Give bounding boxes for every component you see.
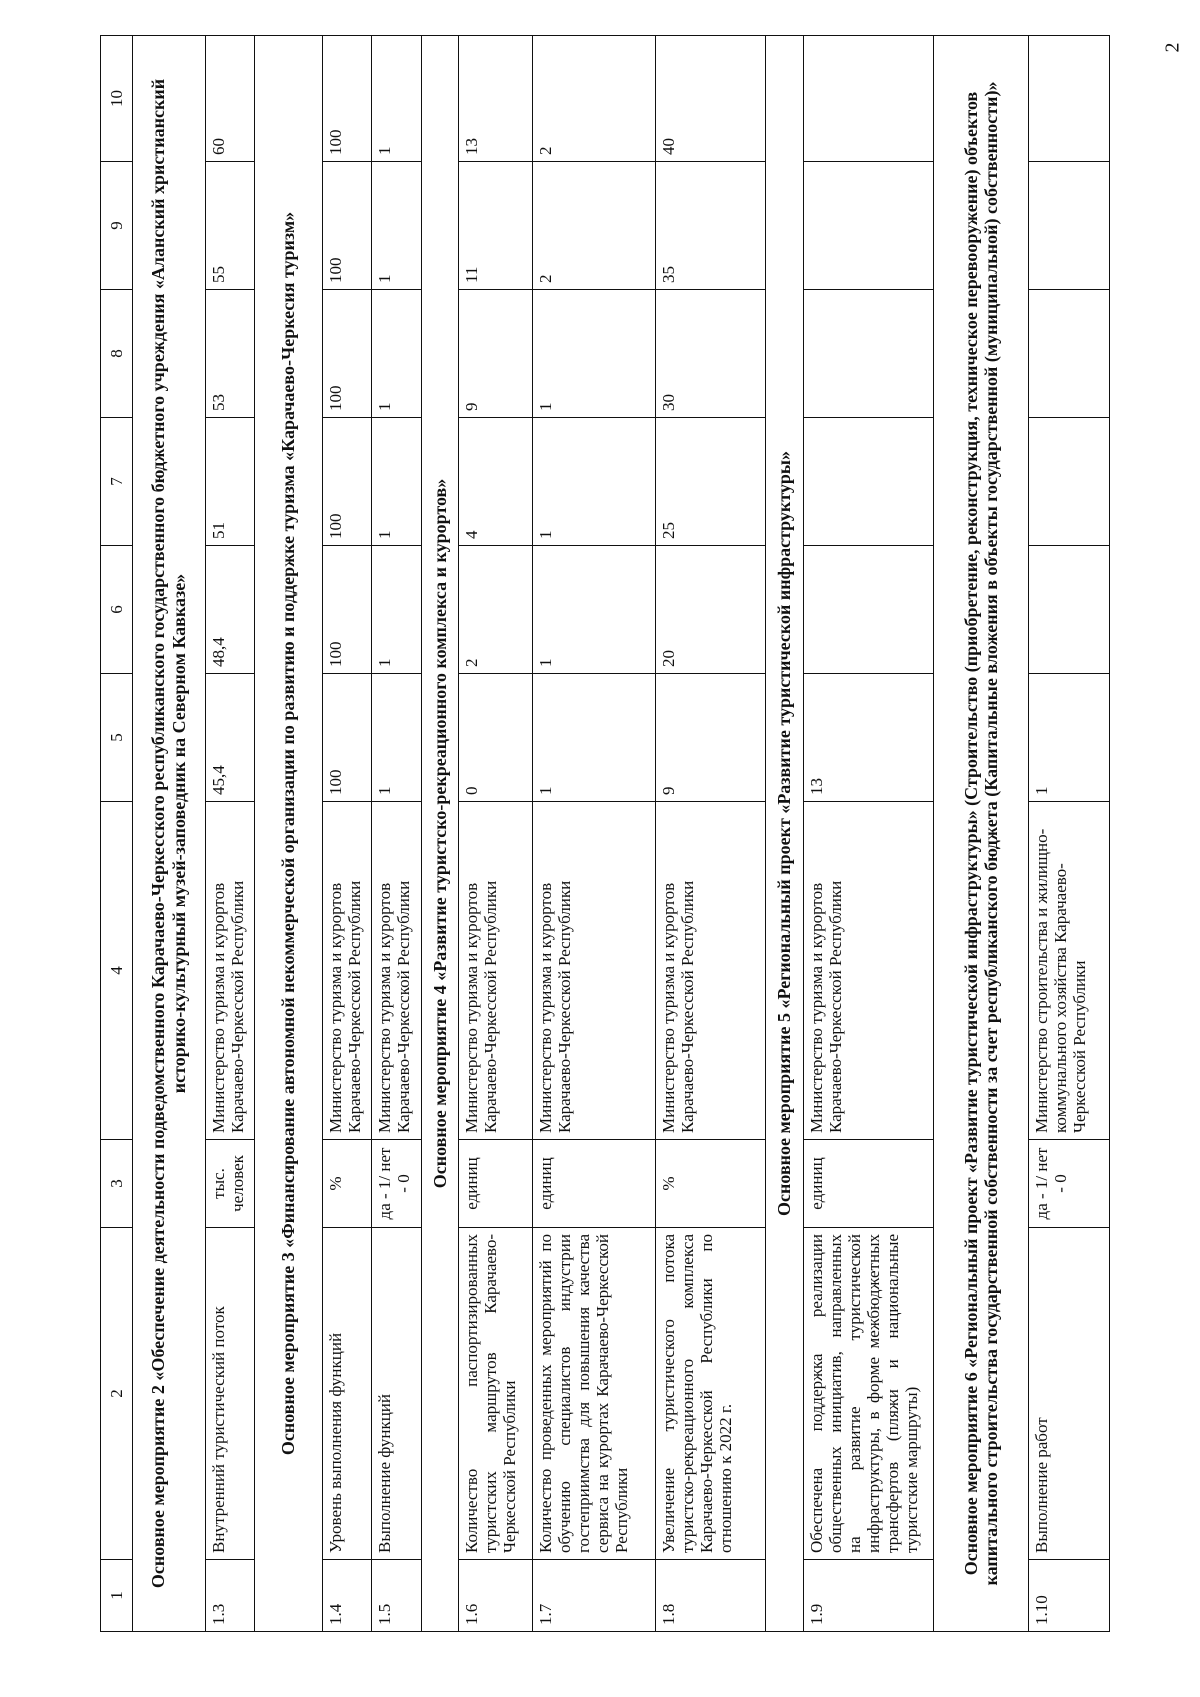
table-row xyxy=(459,36,533,1632)
value-col10: 2 xyxy=(532,36,655,162)
value-col7 xyxy=(1029,418,1110,546)
value-col9: 1 xyxy=(372,162,421,290)
indicator-name: Внутренний туристический поток xyxy=(206,1228,255,1560)
value-col7: 1 xyxy=(372,418,421,546)
value-col7: 100 xyxy=(322,418,371,546)
row-number: 1.7 xyxy=(532,1560,655,1632)
value-col5: 1 xyxy=(1029,674,1110,802)
value-col10: 13 xyxy=(459,36,533,162)
row-number: 1.10 xyxy=(1029,1560,1110,1632)
header-cell: 6 xyxy=(101,546,133,674)
value-col9: 100 xyxy=(322,162,371,290)
value-col8 xyxy=(1029,290,1110,418)
unit: да - 1/ нет - 0 xyxy=(1029,1140,1110,1228)
value-col5: 0 xyxy=(459,674,533,802)
value-col8: 100 xyxy=(322,290,371,418)
value-col8: 30 xyxy=(655,290,765,418)
responsible: Министерство туризма и курортов Карачаево-Черкесской Республики xyxy=(206,802,255,1140)
row-number: 1.5 xyxy=(372,1560,421,1632)
unit: % xyxy=(655,1140,765,1228)
unit: тыс. человек xyxy=(206,1140,255,1228)
value-col5: 1 xyxy=(532,674,655,802)
rotated-page xyxy=(100,36,1110,1632)
value-col10: 100 xyxy=(322,36,371,162)
value-col9: 11 xyxy=(459,162,533,290)
value-col9: 2 xyxy=(532,162,655,290)
section-row xyxy=(421,36,459,1632)
value-col8: 53 xyxy=(206,290,255,418)
value-col6: 48,4 xyxy=(206,546,255,674)
section-row xyxy=(255,36,322,1632)
section-title: Основное мероприятие 5 «Региональный проект «Развитие туристической инфраструктуры» xyxy=(766,36,804,1632)
unit: единиц xyxy=(532,1140,655,1228)
value-col8: 1 xyxy=(372,290,421,418)
section-title: Основное мероприятие 3 «Финансирование автономной некоммерческой организации по развитию и поддержке туризма «Карачаево-Черкесия туризм» xyxy=(255,36,322,1632)
value-col8: 9 xyxy=(459,290,533,418)
header-cell: 8 xyxy=(101,290,133,418)
responsible: Министерство туризма и курортов Карачаево-Черкесской Республики xyxy=(459,802,533,1140)
header-cell: 1 xyxy=(101,1560,133,1632)
value-col6 xyxy=(804,546,934,674)
unit: единиц xyxy=(459,1140,533,1228)
value-col10: 60 xyxy=(206,36,255,162)
indicator-name: Уровень выполнения функций xyxy=(322,1228,371,1560)
row-number: 1.4 xyxy=(322,1560,371,1632)
indicator-name: Обеспечена поддержка реализации общественных инициатив, направленных на развитие туристической инфраструктуры, в форме межбюджетных трансфертов (пляжи и национальные туристские маршруты) xyxy=(804,1228,934,1560)
value-col7: 4 xyxy=(459,418,533,546)
table-row xyxy=(655,36,765,1632)
indicator-name: Количество проведенных мероприятий по обучению специалистов индустрии гостеприимства для повышения качества сервиса на курортах Карачаево-Черкесской Республики xyxy=(532,1228,655,1560)
row-number: 1.6 xyxy=(459,1560,533,1632)
table-row xyxy=(322,36,371,1632)
value-col7 xyxy=(804,418,934,546)
header-cell: 10 xyxy=(101,36,133,162)
value-col5: 1 xyxy=(372,674,421,802)
table-row xyxy=(804,36,934,1632)
value-col7: 51 xyxy=(206,418,255,546)
value-col9: 35 xyxy=(655,162,765,290)
responsible: Министерство туризма и курортов Карачаево-Черкесской Республики xyxy=(655,802,765,1140)
row-number: 1.9 xyxy=(804,1560,934,1632)
header-cell: 2 xyxy=(101,1228,133,1560)
indicator-name: Увеличение туристического потока туристско-рекреационного комплекса Карачаево-Черкесской Республики по отношению к 2022 г. xyxy=(655,1228,765,1560)
value-col10: 40 xyxy=(655,36,765,162)
responsible: Министерство туризма и курортов Карачаево-Черкесской Республики xyxy=(372,802,421,1140)
indicator-name: Выполнение работ xyxy=(1029,1228,1110,1560)
section-row xyxy=(766,36,804,1632)
value-col5: 100 xyxy=(322,674,371,802)
unit: % xyxy=(322,1140,371,1228)
value-col10 xyxy=(1029,36,1110,162)
responsible: Министерство туризма и курортов Карачаево-Черкесской Республики xyxy=(322,802,371,1140)
table-row xyxy=(372,36,421,1632)
value-col6: 100 xyxy=(322,546,371,674)
table-row xyxy=(206,36,255,1632)
section-title: Основное мероприятие 6 «Региональный проект «Развитие туристической инфраструктуры» (Строительство (приобретение, реконструкция, техническое перевооружение) объектов капитального строительства государственной собственности за счет республиканского бюджета (Капитальные вложения в объекты государственной (муниципальной) собственности)» xyxy=(934,36,1029,1632)
value-col9: 55 xyxy=(206,162,255,290)
value-col8 xyxy=(804,290,934,418)
header-cell: 5 xyxy=(101,674,133,802)
responsible: Министерство туризма и курортов Карачаево-Черкесской Республики xyxy=(804,802,934,1140)
value-col5: 9 xyxy=(655,674,765,802)
value-col6: 1 xyxy=(372,546,421,674)
header-cell: 3 xyxy=(101,1140,133,1228)
value-col9 xyxy=(1029,162,1110,290)
value-col7: 25 xyxy=(655,418,765,546)
indicators-table xyxy=(100,35,1110,1632)
page-number: 2 xyxy=(1161,42,1184,53)
value-col6 xyxy=(1029,546,1110,674)
indicator-name: Выполнение функций xyxy=(372,1228,421,1560)
value-col10 xyxy=(804,36,934,162)
table-row xyxy=(532,36,655,1632)
responsible: Министерство туризма и курортов Карачаево-Черкесской Республики xyxy=(532,802,655,1140)
value-col5: 45,4 xyxy=(206,674,255,802)
value-col9 xyxy=(804,162,934,290)
indicator-name: Количество паспортизированных туристских маршрутов Карачаево-Черкесской Республики xyxy=(459,1228,533,1560)
value-col6: 2 xyxy=(459,546,533,674)
header-row xyxy=(101,36,133,1632)
section-title: Основное мероприятие 4 «Развитие туристско-рекреационного комплекса и курортов» xyxy=(421,36,459,1632)
value-col7: 1 xyxy=(532,418,655,546)
value-col6: 20 xyxy=(655,546,765,674)
section-row xyxy=(132,36,206,1632)
responsible: Министерство строительства и жилищно-коммунального хозяйства Карачаево-Черкесской Республики xyxy=(1029,802,1110,1140)
row-number: 1.8 xyxy=(655,1560,765,1632)
value-col5: 13 xyxy=(804,674,934,802)
row-number: 1.3 xyxy=(206,1560,255,1632)
section-title: Основное мероприятие 2 «Обеспечение деятельности подведомственного Карачаево-Черкесского республиканского государственного бюджетного учреждения «Аланский христианский историко-культурный музей-заповедник на Северном Кавказе» xyxy=(132,36,206,1632)
value-col8: 1 xyxy=(532,290,655,418)
unit: да - 1/ нет - 0 xyxy=(372,1140,421,1228)
value-col10: 1 xyxy=(372,36,421,162)
section-row xyxy=(934,36,1029,1632)
value-col6: 1 xyxy=(532,546,655,674)
header-cell: 4 xyxy=(101,802,133,1140)
unit: единиц xyxy=(804,1140,934,1228)
header-cell: 9 xyxy=(101,162,133,290)
header-cell: 7 xyxy=(101,418,133,546)
table-row xyxy=(1029,36,1110,1632)
